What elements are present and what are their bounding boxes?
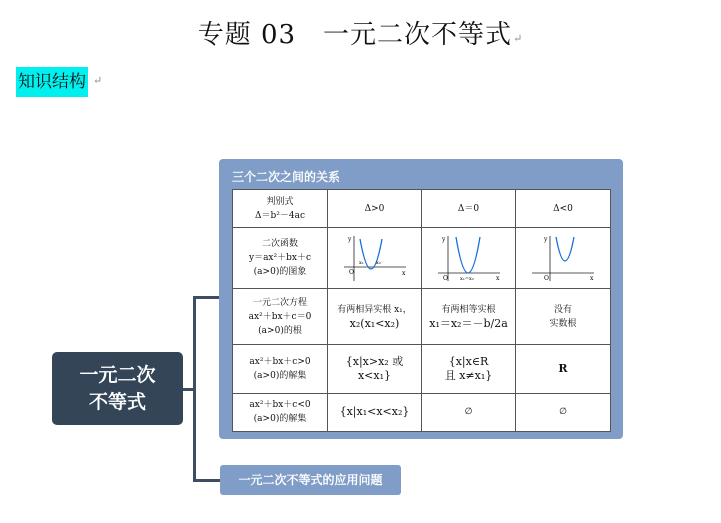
connector-trunk: [193, 297, 196, 481]
application-node: 一元二次不等式的应用问题: [220, 465, 401, 495]
label-line: (a>0)的根: [258, 325, 302, 336]
graph-cell: [516, 228, 611, 289]
solution-cell: {x|x>x₂ 或 x<x₁}: [328, 344, 422, 393]
table-row-less: [233, 393, 611, 432]
solution-cell: ∅: [422, 393, 516, 432]
graph-cell: [422, 228, 516, 289]
axis-x-label: x: [590, 275, 594, 283]
paragraph-mark: ↵: [93, 74, 103, 87]
row-label-discriminant: [233, 190, 328, 228]
solution-cell: R: [516, 344, 611, 393]
cell-line: 有两相异实根 x₁，: [337, 304, 412, 315]
cell-line: 没有: [553, 304, 572, 315]
root-label: x₂: [375, 260, 381, 267]
parabola-two-roots-graph: [340, 233, 410, 283]
axis-y-label: y: [544, 236, 548, 244]
root-label: x₁=x₂: [459, 276, 474, 283]
table-row-discriminant: [233, 190, 611, 228]
cell-line: 有两相等实根: [441, 304, 496, 315]
label-line: Δ＝b²－4ac: [254, 210, 305, 221]
page-title: 专题 03 一元二次不等式↵: [197, 20, 524, 50]
solution-cell: [422, 344, 516, 393]
axis-y-label: y: [347, 236, 351, 244]
table-row-function: [233, 228, 611, 289]
origin-label: O: [442, 275, 448, 283]
row-label-greater: [233, 344, 328, 393]
header-cell: Δ＝0: [422, 190, 516, 228]
axis-y-label: y: [441, 236, 445, 244]
equation-cell: [328, 289, 422, 345]
origin-label: O: [348, 269, 354, 277]
table-row-greater: [233, 344, 611, 393]
section-label: 知识结构: [16, 67, 88, 97]
axis-x-label: x: [401, 270, 405, 278]
equation-cell: [422, 289, 516, 345]
row-label-less: [233, 393, 328, 432]
cell-line: {x|x∈R: [448, 354, 489, 368]
root-label: x₁: [358, 260, 364, 267]
axis-x-label: x: [495, 275, 499, 283]
label-line: 二次函数: [261, 239, 298, 250]
origin-label: O: [544, 275, 549, 283]
label-line: (a>0)的图象: [253, 267, 307, 278]
label-line: ax²＋bx＋c>0: [249, 356, 311, 367]
equation-cell: [516, 289, 611, 345]
graph-cell: [328, 228, 422, 289]
connector-app: [193, 479, 220, 482]
connector-panel: [193, 296, 220, 299]
row-label-equation: [233, 289, 328, 345]
label-line: ax²＋bx＋c＝0: [248, 311, 312, 322]
table-row-equation: [233, 289, 611, 345]
row-label-function: [233, 228, 328, 289]
cell-line: x₁＝x₂＝－b/2a: [429, 316, 508, 330]
relation-panel-title: 三个二次之间的关系: [232, 170, 341, 184]
cell-line: 且 x≠x₁}: [444, 368, 493, 382]
label-line: (a>0)的解集: [253, 414, 307, 425]
parabola-no-root-graph: [528, 233, 598, 283]
relation-table: [232, 189, 611, 432]
header-cell: Δ>0: [328, 190, 422, 228]
root-node-line1: 一元二次: [79, 363, 156, 386]
header-cell: Δ<0: [516, 190, 611, 228]
label-line: ax²＋bx＋c<0: [249, 400, 311, 411]
root-node-line2: 不等式: [88, 390, 146, 413]
solution-cell: ∅: [516, 393, 611, 432]
label-line: 判别式: [266, 196, 294, 207]
label-line: 一元二次方程: [252, 297, 307, 308]
parabola-one-root-graph: [434, 233, 504, 283]
root-node: [52, 352, 183, 425]
relation-table-wrap: [232, 189, 610, 432]
label-line: (a>0)的解集: [253, 370, 307, 381]
solution-cell: {x|x₁<x<x₂}: [328, 393, 422, 432]
label-line: y＝ax²＋bx＋c: [248, 253, 311, 264]
cell-line: x₂(x₁<x₂): [349, 316, 400, 330]
cell-line: 实数根: [549, 318, 577, 329]
